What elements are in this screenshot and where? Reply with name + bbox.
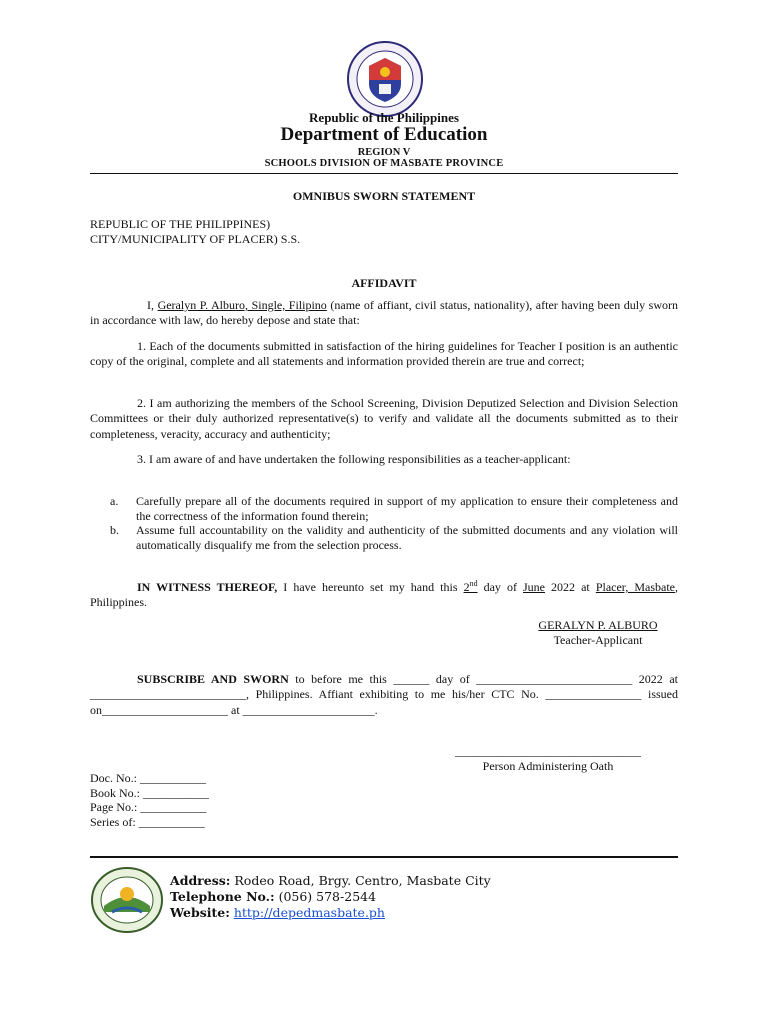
list-item: b. Assume full accountability on the validity and authenticity of the submitted documents and any violation will automatically disqualify me from the selection process. <box>110 523 678 552</box>
witness-paragraph: IN WITNESS THEREOF, I have hereunto set my hand this 2nd day of June 2022 at Placer, Masbate, Philippines. <box>90 579 679 610</box>
affiant-intro: I, Geralyn P. Alburo, Single, Filipino (name of affiant, civil status, nationality), after having been duly sworn in accordance with law, do hereby depose and state that: <box>90 298 678 328</box>
division-logo <box>90 866 164 934</box>
affiant-details: Geralyn P. Alburo, Single, Filipino <box>157 298 327 312</box>
venue-line-1: REPUBLIC OF THE PHILIPPINES) <box>90 217 271 231</box>
department-title: Department of Education <box>280 124 488 145</box>
header-divider <box>90 173 678 174</box>
subscribe-paragraph: SUBSCRIBE AND SWORN to before me this ______ day of __________________________ 2022 at __________________________, Philippines. Affiant exhibiting to me his/her CTC No. ________________ issued on_____________________ at ______________________. <box>90 672 678 717</box>
responsibility-list <box>110 494 678 552</box>
administering-signature-block <box>448 744 648 774</box>
paragraph-2: 2. I am authorizing the members of the School Screening, Division Deputized Selection and Division Selection Committees or their duly authorized representative(s) to verify and validate all the documents submitted as to their completeness, veracity, accuracy and authenticity; <box>90 396 678 441</box>
website-line: Website: http://depedmasbate.ph <box>170 905 385 920</box>
series-of: Series of: ___________ <box>90 814 205 829</box>
website-link[interactable]: http://depedmasbate.ph <box>233 905 385 920</box>
address-line: Address: Rodeo Road, Brgy. Centro, Masbate City <box>170 873 491 888</box>
book-no: Book No.: ___________ <box>90 785 210 800</box>
doc-no: Doc. No.: ___________ <box>90 771 206 785</box>
division-label: SCHOOLS DIVISION OF MASBATE PROVINCE <box>264 158 504 169</box>
paragraph-1: 1. Each of the documents submitted in satisfaction of the hiring guidelines for Teacher I position is an authentic copy of the original, complete and all statements and information provided therein are true and correct; <box>90 339 678 369</box>
republic-header: Republic of the Philippines <box>309 110 459 125</box>
signature-line: _______________________________ <box>455 744 641 758</box>
affidavit-title: AFFIDAVIT <box>351 276 417 290</box>
list-item: a. Carefully prepare all of the documents required in support of my application to ensure their completeness and the correctness of the information found therein; <box>110 494 678 523</box>
notarial-registry <box>90 771 209 829</box>
signatory-block <box>498 618 698 648</box>
footer-divider <box>90 856 678 858</box>
signatory-role: Teacher-Applicant <box>553 633 643 647</box>
telephone-line: Telephone No.: (056) 578-2544 <box>170 889 377 904</box>
signatory-name: GERALYN P. ALBURO <box>538 618 658 632</box>
region-label: REGION V <box>357 147 411 158</box>
venue-line-2: CITY/MUNICIPALITY OF PLACER) S.S. <box>90 232 301 246</box>
deped-seal-logo <box>346 40 424 118</box>
telephone-value: (056) 578-2544 <box>274 889 377 904</box>
paragraph-3: 3. I am aware of and have undertaken the following responsibilities as a teacher-applicant: <box>137 452 571 466</box>
document-title: OMNIBUS SWORN STATEMENT <box>292 189 476 203</box>
page-no: Page No.: ___________ <box>90 800 207 814</box>
administering-label: Person Administering Oath <box>482 759 614 773</box>
address-value: Rodeo Road, Brgy. Centro, Masbate City <box>230 873 491 888</box>
